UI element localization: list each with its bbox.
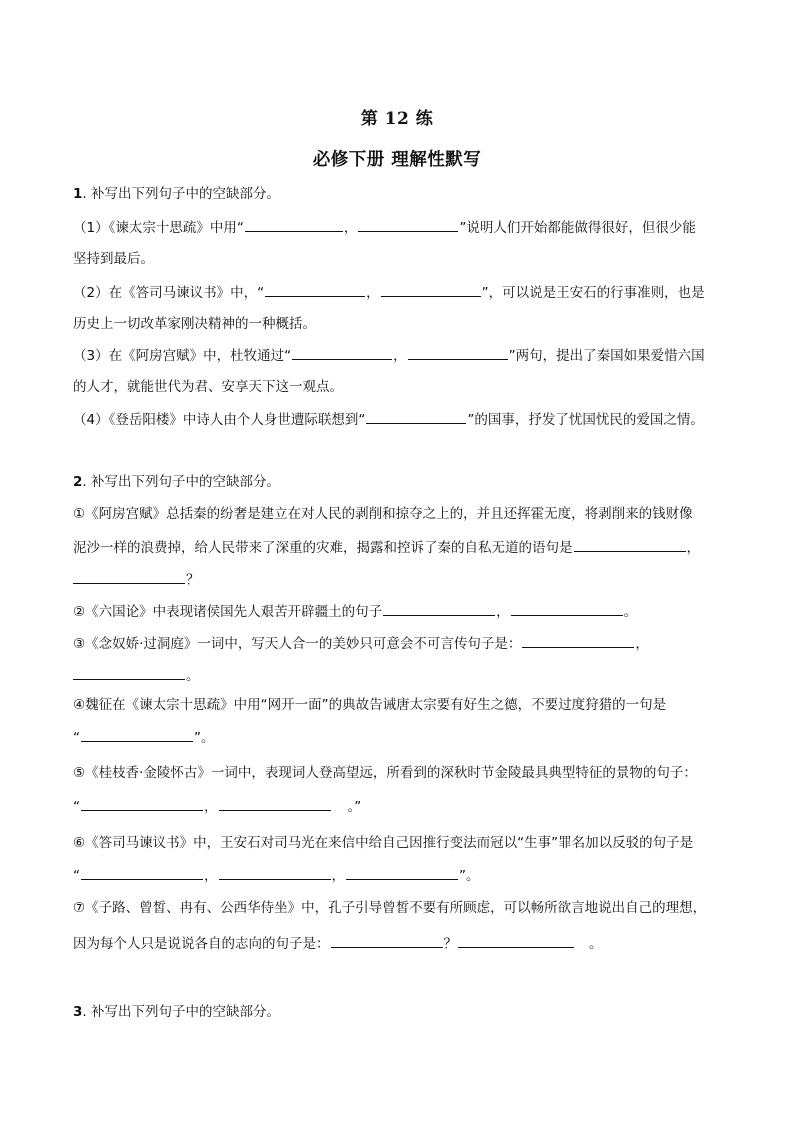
question-2-item-1-cont: 泥沙一样的浪费掉，给人民带来了深重的灾难，揭露和控诉了秦的自私无道的语句是 ， [73, 540, 700, 556]
answer-blank[interactable] [73, 666, 185, 680]
answer-blank[interactable] [219, 797, 331, 811]
question-2-item-2: ②《六国论》中表现诸侯国先人艰苦开辟疆土的句子 ， 。 [73, 604, 638, 620]
question-2-item-5-cont: “ ， 。” [73, 799, 362, 815]
answer-blank[interactable] [219, 866, 331, 880]
question-1-stem: 1. 补写出下列句子中的空缺部分。 [73, 186, 280, 202]
question-2-item-4-cont: “ ”。 [73, 730, 215, 746]
question-1-item-2: （2）在《答司马谏议书》中，“ ， ”，可以说是王安石的行事准则，也是 [73, 285, 705, 301]
question-2-item-4: ④魏征在《谏太宗十思疏》中用“网开一面”的典故告诫唐太宗要有好生之德，不要过度狩猎的一句是 [73, 697, 667, 713]
answer-blank[interactable] [383, 602, 495, 616]
page-subtitle: 必修下册 理解性默写 [312, 150, 482, 170]
question-number: 1 [73, 186, 83, 202]
question-3-stem: 3. 补写出下列句子中的空缺部分。 [73, 1004, 280, 1020]
answer-blank[interactable] [265, 283, 365, 297]
answer-blank[interactable] [358, 218, 458, 232]
answer-blank[interactable] [381, 283, 481, 297]
question-1-item-2-cont: 历史上一切改革家刚决精神的一种概括。 [73, 316, 316, 332]
answer-blank[interactable] [245, 218, 343, 232]
question-1-item-3: （3）在《阿房宫赋》中，杜牧通过“ ， ”两句，提出了秦国如果爱惜六国 [73, 348, 705, 364]
answer-blank[interactable] [511, 602, 623, 616]
answer-blank[interactable] [331, 934, 443, 948]
question-2-stem: 2. 补写出下列句子中的空缺部分。 [73, 474, 280, 490]
question-2-item-3: ③《念奴娇·过洞庭》一词中，写天人合一的美妙只可意会不可言传句子是： ， [73, 636, 649, 652]
question-2-item-7: ⑦《子路、曾皙、冉有、公西华侍坐》中，孔子引导曾皙不要有所顾虑，可以畅所欲言地说出自己的理想， [73, 900, 707, 916]
question-1-item-1: （1）《谏太宗十思疏》中用“ ， ”说明人们开始都能做得很好，但很少能 [73, 220, 696, 236]
answer-blank[interactable] [81, 797, 203, 811]
answer-blank[interactable] [366, 410, 466, 424]
answer-blank[interactable] [574, 538, 686, 552]
question-number: 3 [73, 1004, 83, 1020]
question-2-item-6: ⑥《答司马谏议书》中，王安石对司马光在来信中给自己因推行变法而冠以“生事”罪名加以反驳的句子是 [73, 835, 694, 851]
answer-blank[interactable] [81, 866, 203, 880]
answer-blank[interactable] [346, 866, 458, 880]
question-2-item-3-cont: 。 [73, 666, 723, 685]
answer-blank[interactable] [73, 570, 185, 584]
question-2-item-1: ①《阿房宫赋》总括秦的纷奢是建立在对人民的剥削和掠夺之上的，并且还挥霍无度，将剥削来的钱财像 [73, 506, 693, 522]
question-2-item-6-cont: “ ， ， ”。 [73, 868, 480, 884]
question-2-item-1-cont2: ？ [73, 570, 723, 589]
question-1-item-3-cont: 的人才，就能世代为君、安享天下这一观点。 [73, 379, 343, 395]
page-title: 第 12 练 [360, 109, 434, 129]
question-2-item-5: ⑤《桂枝香·金陵怀古》一词中，表现词人登高望远，所看到的深秋时节金陵最具典型特征的景物的句子： [73, 765, 697, 781]
question-1-item-1-cont: 坚持到最后。 [73, 251, 154, 267]
answer-blank[interactable] [458, 934, 574, 948]
answer-blank[interactable] [522, 634, 634, 648]
question-1-item-4: （4）《登岳阳楼》中诗人由个人身世遭际联想到“ ”的国事，抒发了忧国忧民的爱国之情。 [73, 412, 704, 428]
question-2-item-7-cont: 因为每个人只是说说各自的志向的句子是： ？ 。 [73, 936, 603, 952]
answer-blank[interactable] [408, 346, 508, 360]
answer-blank[interactable] [81, 728, 193, 742]
question-number: 2 [73, 474, 83, 490]
answer-blank[interactable] [292, 346, 392, 360]
